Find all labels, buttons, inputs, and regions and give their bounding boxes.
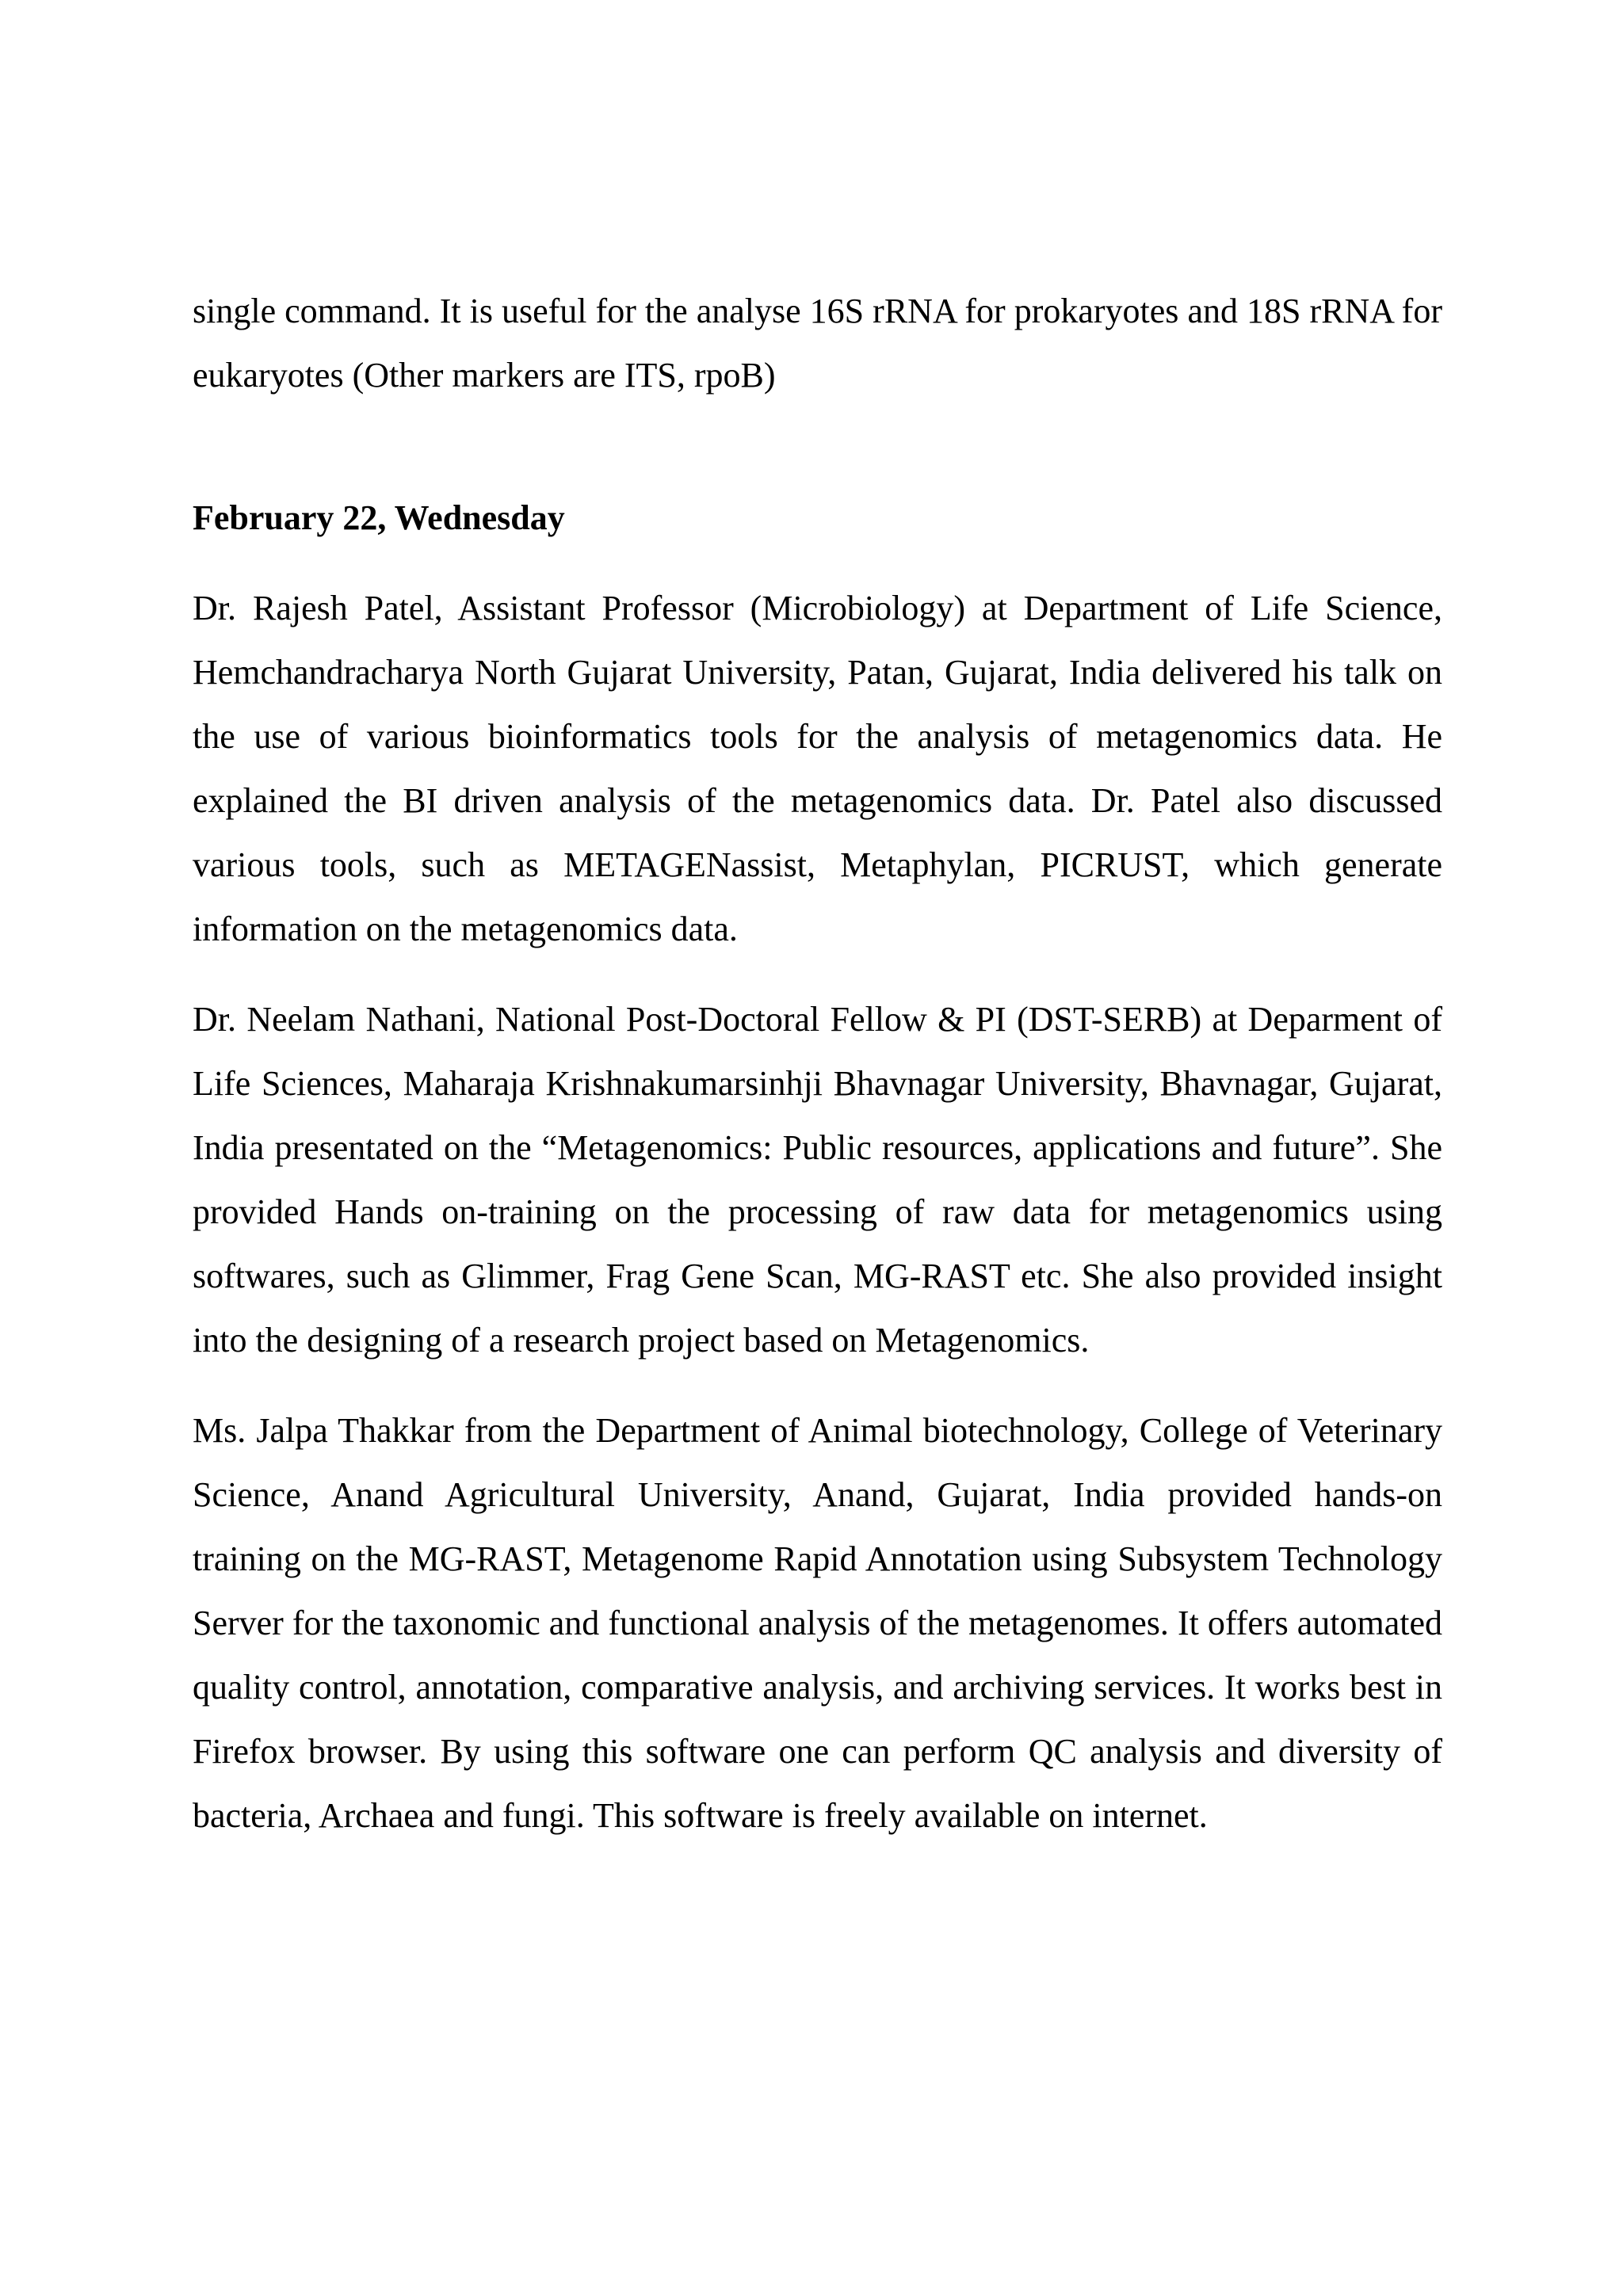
intro-paragraph: single command. It is useful for the analyse 16S rRNA for prokaryotes and 18S rRNA for eukaryotes (Other markers are ITS, rpoB) (193, 292, 1442, 395)
section-heading: February 22, Wednesday (193, 498, 565, 537)
document-body (193, 279, 1442, 1874)
paragraph-rajesh-patel: Dr. Rajesh Patel, Assistant Professor (Microbiology) at Department of Life Science, Hemchandracharya North Gujarat University, Patan, Gujarat, India delivered his talk on the use of various bioinformatics tools for the analysis of metagenomics data. He explained the BI driven analysis of the metagenomics data. Dr. Patel also discussed various tools, such as METAGENassist, Metaphylan, PICRUST, which generate information on the metagenomics data. (193, 589, 1442, 948)
paragraph-jalpa-thakkar: Ms. Jalpa Thakkar from the Department of Animal biotechnology, College of Veterinary Science, Anand Agricultural University, Anand, Gujarat, India provided hands-on training on the MG-RAST, Metagenome Rapid Annotation using Subsystem Technology Server for the taxonomic and functional analysis of the metagenomes. It offers automated quality control, annotation, comparative analysis, and archiving services. It works best in Firefox browser. By using this software one can perform QC analysis and diversity of bacteria, Archaea and fungi. This software is freely available on internet. (193, 1411, 1442, 1835)
paragraph-neelam-nathani: Dr. Neelam Nathani, National Post-Doctoral Fellow & PI (DST-SERB) at Deparment of Life Sciences, Maharaja Krishnakumarsinhji Bhavnagar University, Bhavnagar, Gujarat, India presentated on the “Metagenomics: Public resources, applications and future”. She provided Hands on-training on the processing of raw data for metagenomics using softwares, such as Glimmer, Frag Gene Scan, MG-RAST etc. She also provided insight into the designing of a research project based on Metagenomics. (193, 1000, 1442, 1360)
